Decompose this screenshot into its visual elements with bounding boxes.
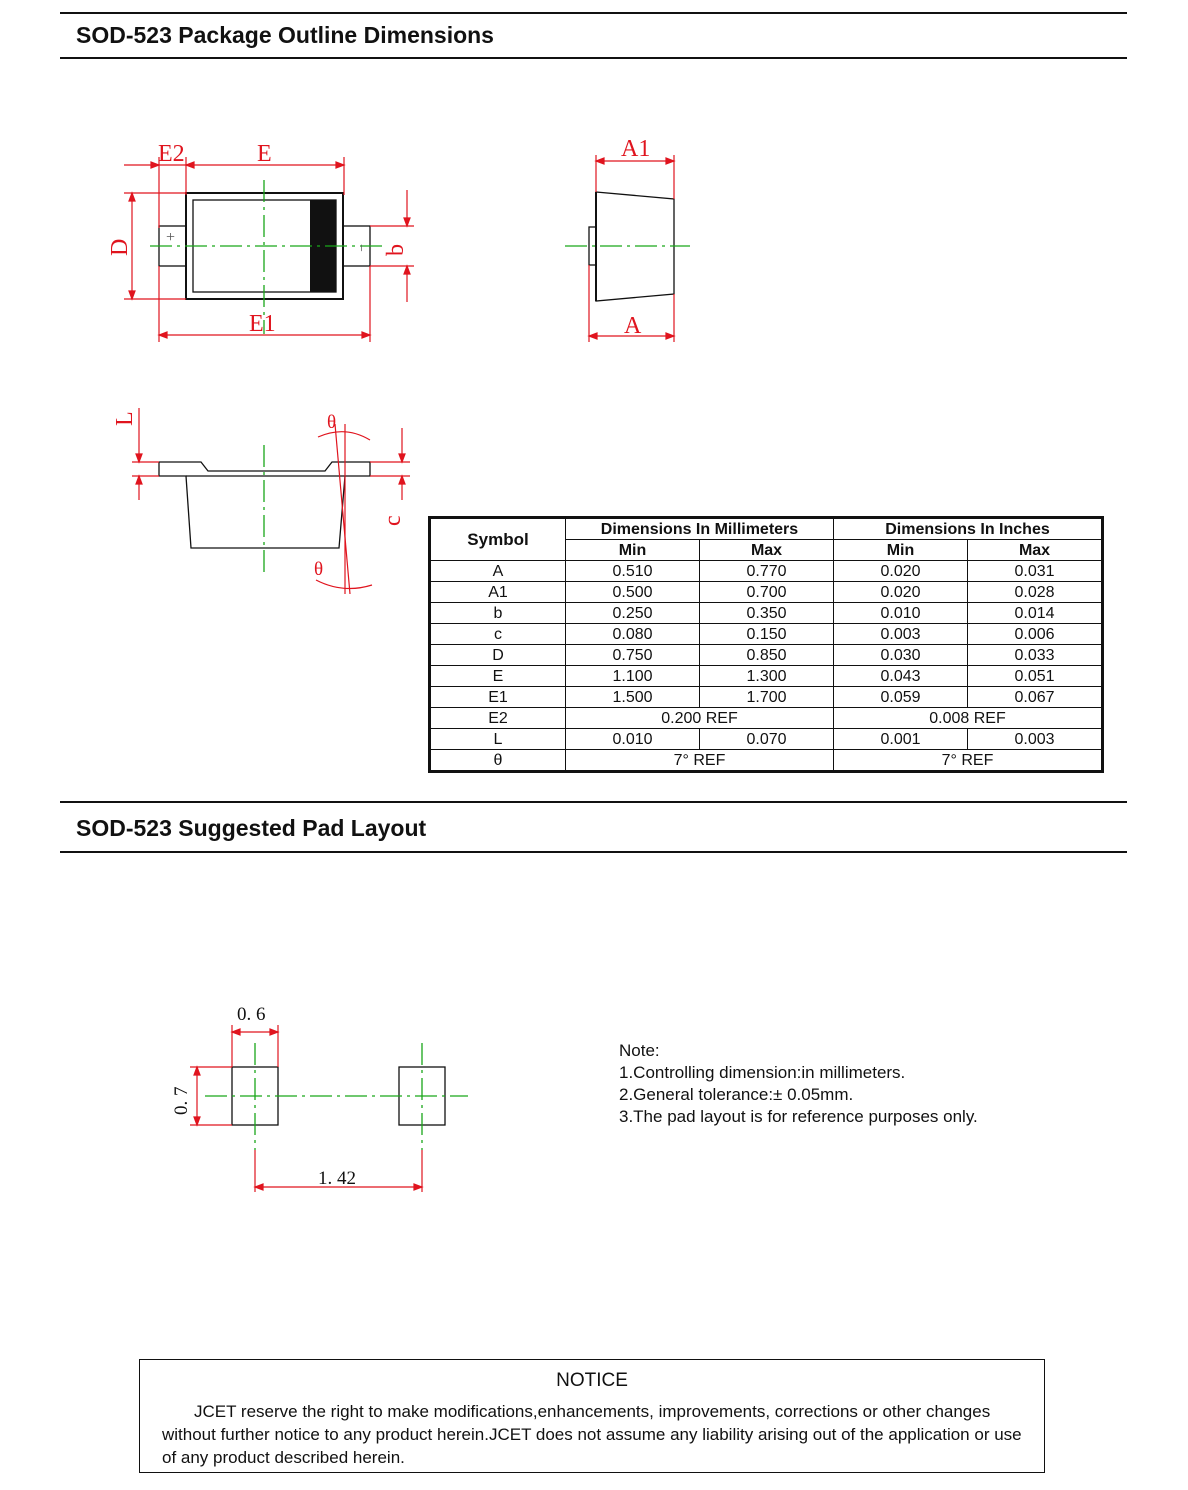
in-ref-cell: 0.008 REF — [834, 708, 1103, 729]
dim-label-theta-bottom: θ — [314, 559, 324, 580]
dim-label-e2: E2 — [158, 141, 185, 167]
notice-box — [139, 1359, 1045, 1473]
notice-title: NOTICE — [556, 1370, 628, 1391]
note-item: 2.General tolerance:± 0.05mm. — [619, 1085, 854, 1104]
symbol-cell: A — [430, 561, 566, 582]
mm-max-cell: 0.350 — [700, 603, 834, 624]
in-min-cell: 0.001 — [834, 729, 968, 750]
symbol-header: Symbol — [430, 518, 566, 561]
side-view-drawing — [560, 130, 700, 350]
dim-label-d: D — [107, 238, 133, 256]
in-max-cell: 0.051 — [968, 666, 1103, 687]
mm-ref-cell: 7° REF — [566, 750, 834, 772]
pad-pitch-label: 1. 42 — [318, 1168, 356, 1189]
in-max-cell: 0.014 — [968, 603, 1103, 624]
symbol-cell: A1 — [430, 582, 566, 603]
outline-title-rule — [60, 57, 1127, 59]
in-max-cell: 0.028 — [968, 582, 1103, 603]
dim-label-a: A — [624, 313, 642, 339]
table-row — [430, 750, 1103, 772]
mm-min-cell: 0.010 — [566, 729, 700, 750]
symbol-cell: b — [430, 603, 566, 624]
outline-section-title: SOD-523 Package Outline Dimensions — [76, 22, 494, 48]
in-min-header: Min — [834, 540, 968, 561]
symbol-cell: E2 — [430, 708, 566, 729]
symbol-cell: D — [430, 645, 566, 666]
cathode-minus-mark: − — [353, 244, 368, 252]
in-min-cell: 0.020 — [834, 582, 968, 603]
mm-max-cell: 0.150 — [700, 624, 834, 645]
mm-min-cell: 0.080 — [566, 624, 700, 645]
symbol-cell: θ — [430, 750, 566, 772]
dim-label-a1: A1 — [621, 136, 651, 162]
pad-section-rule-top — [60, 801, 1127, 803]
table-row — [430, 687, 1103, 708]
table-row — [430, 666, 1103, 687]
dim-label-l: L — [112, 411, 138, 426]
mm-min-header: Min — [566, 540, 700, 561]
table-row — [430, 708, 1103, 729]
in-min-cell: 0.010 — [834, 603, 968, 624]
notes-block — [619, 1040, 978, 1128]
mm-min-cell: 1.100 — [566, 666, 700, 687]
symbol-cell: L — [430, 729, 566, 750]
table-row — [430, 561, 1103, 582]
notes-title: Note: — [619, 1041, 660, 1060]
in-min-cell: 0.020 — [834, 561, 968, 582]
in-max-cell: 0.067 — [968, 687, 1103, 708]
pad-section-title: SOD-523 Suggested Pad Layout — [76, 815, 427, 841]
mm-min-cell: 1.500 — [566, 687, 700, 708]
mm-max-header: Max — [700, 540, 834, 561]
table-row — [430, 582, 1103, 603]
mm-min-cell: 0.250 — [566, 603, 700, 624]
mm-ref-cell: 0.200 REF — [566, 708, 834, 729]
symbol-cell: c — [430, 624, 566, 645]
mm-max-cell: 0.770 — [700, 561, 834, 582]
pad-width-label: 0. 6 — [237, 1004, 266, 1025]
inch-header: Dimensions In Inches — [834, 518, 1103, 540]
mm-max-cell: 0.850 — [700, 645, 834, 666]
top-view-drawing — [100, 130, 430, 350]
in-min-cell: 0.043 — [834, 666, 968, 687]
table-row — [430, 729, 1103, 750]
dim-label-theta-top: θ — [327, 412, 337, 433]
mm-min-cell: 0.510 — [566, 561, 700, 582]
top-rule — [60, 12, 1127, 14]
in-max-header: Max — [968, 540, 1103, 561]
note-item: 1.Controlling dimension:in millimeters. — [619, 1063, 906, 1082]
symbol-cell: E1 — [430, 687, 566, 708]
pad-height-label: 0. 7 — [171, 1086, 192, 1115]
symbol-cell: E — [430, 666, 566, 687]
mm-min-cell: 0.750 — [566, 645, 700, 666]
in-max-cell: 0.033 — [968, 645, 1103, 666]
table-row — [430, 645, 1103, 666]
dim-label-b: b — [383, 244, 409, 256]
in-max-cell: 0.006 — [968, 624, 1103, 645]
table-row — [430, 603, 1103, 624]
note-item: 3.The pad layout is for reference purposes only. — [619, 1107, 978, 1126]
mm-header: Dimensions In Millimeters — [566, 518, 834, 540]
pad-title-rule — [60, 851, 1127, 853]
dimensions-table — [428, 516, 1104, 773]
mm-max-cell: 1.700 — [700, 687, 834, 708]
table-row — [430, 624, 1103, 645]
dim-label-e1: E1 — [249, 311, 276, 337]
anode-plus-mark: + — [166, 229, 176, 246]
in-min-cell: 0.030 — [834, 645, 968, 666]
in-min-cell: 0.003 — [834, 624, 968, 645]
in-ref-cell: 7° REF — [834, 750, 1103, 772]
mm-max-cell: 0.700 — [700, 582, 834, 603]
in-max-cell: 0.031 — [968, 561, 1103, 582]
dim-label-c: c — [380, 515, 406, 526]
mm-max-cell: 0.070 — [700, 729, 834, 750]
front-view-drawing — [105, 400, 415, 600]
dim-label-e: E — [257, 141, 272, 167]
in-max-cell: 0.003 — [968, 729, 1103, 750]
notice-body: JCET reserve the right to make modifications,enhancements, improvements, corrections or other changes without further notice to any product herein.JCET does not assume any liability arising out of the application or use of any product described herein. — [162, 1402, 1022, 1467]
mm-min-cell: 0.500 — [566, 582, 700, 603]
in-min-cell: 0.059 — [834, 687, 968, 708]
mm-max-cell: 1.300 — [700, 666, 834, 687]
pad-layout-drawing — [160, 995, 480, 1195]
